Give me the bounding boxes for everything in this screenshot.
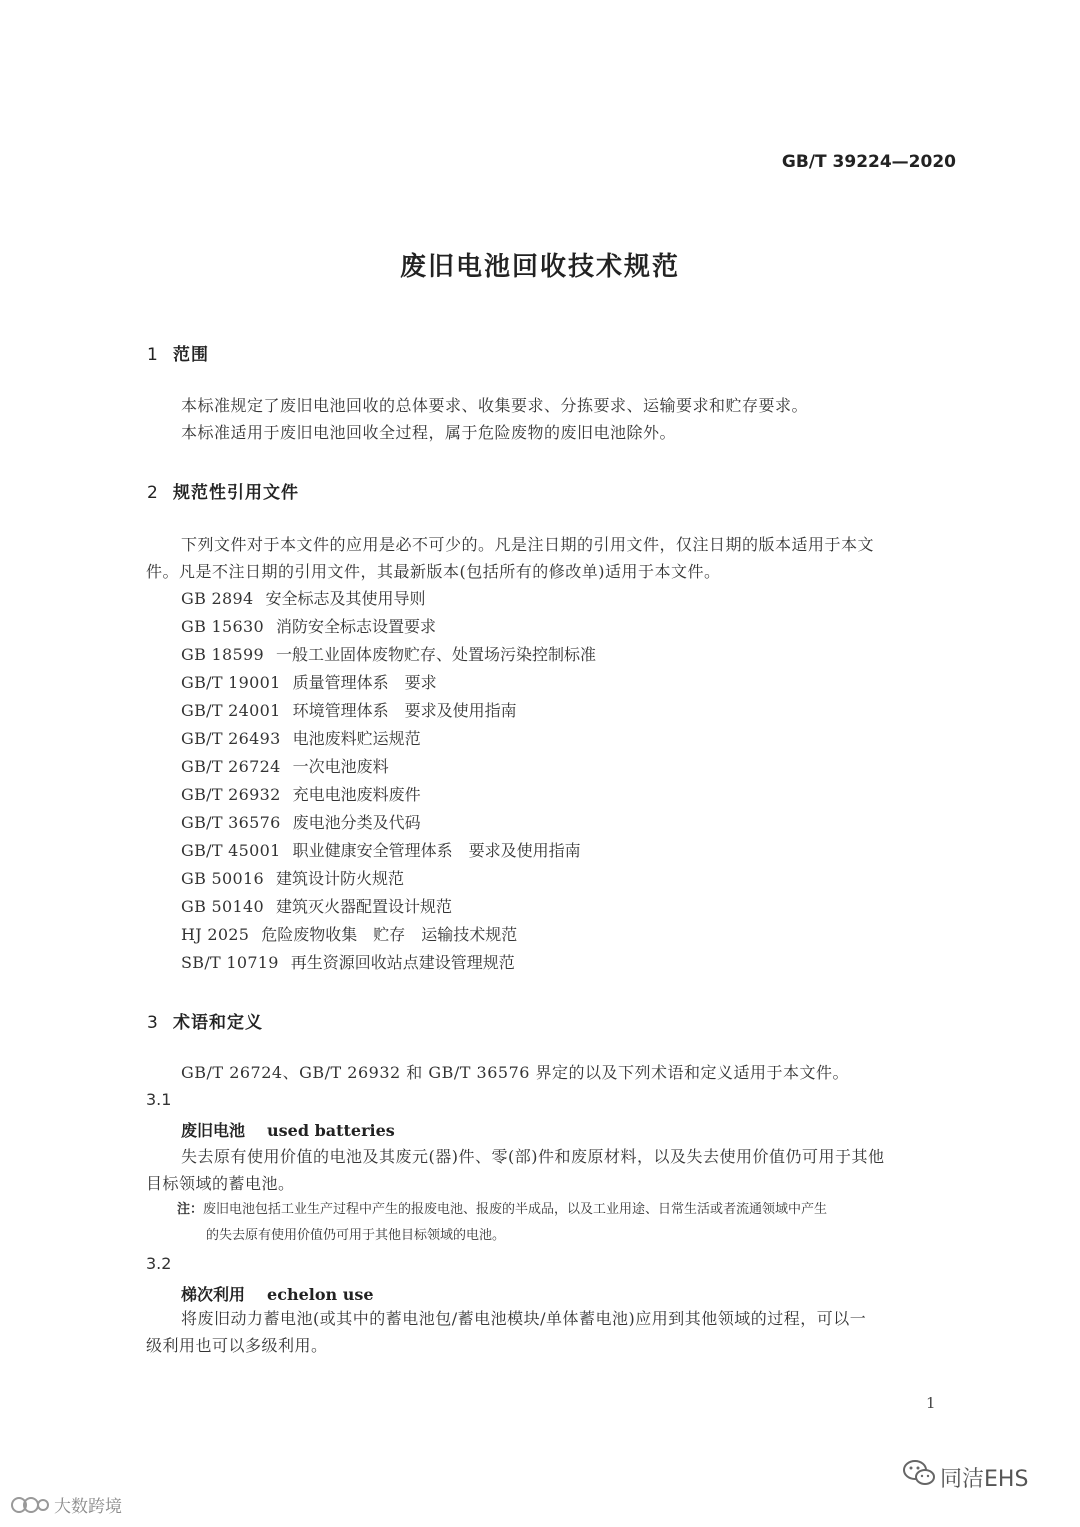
reference-code: GB 50016 — [181, 869, 264, 888]
reference-item — [181, 894, 452, 917]
section-3-title: 术语和定义 — [173, 1013, 263, 1033]
reference-code: GB/T 26932 — [181, 785, 281, 804]
section-1-title: 范围 — [173, 345, 209, 365]
reference-name: 安全标志及其使用导则 — [265, 589, 426, 608]
reference-code: GB/T 45001 — [181, 841, 281, 860]
section-3-heading — [147, 1008, 263, 1033]
section-3-intro: GB/T 26724、GB/T 26932 和 GB/T 36576 界定的以及下列术语和定义适用于本文件。 — [181, 1063, 850, 1082]
section-2-number: 2 — [147, 483, 159, 503]
reference-code: GB/T 26724 — [181, 757, 281, 776]
page-number: 1 — [926, 1394, 936, 1412]
reference-item — [181, 698, 517, 721]
reference-name: 废电池分类及代码 — [292, 813, 421, 832]
reference-item — [181, 614, 436, 637]
term-3-1-zh: 废旧电池 — [181, 1121, 246, 1140]
watermark-left-text: 大数跨境 — [54, 1497, 122, 1517]
note-text-1: 废旧电池包括工业生产过程中产生的报废电池、报废的半成品，以及工业用途、日常生活或者流通领域中产生 — [203, 1202, 828, 1217]
reference-item — [181, 670, 437, 693]
term-3-1-definition-line-2: 目标领域的蓄电池。 — [146, 1174, 295, 1193]
reference-code: GB/T 26493 — [181, 729, 281, 748]
reference-name: 建筑设计防火规范 — [275, 869, 404, 888]
section-3-number: 3 — [147, 1013, 159, 1033]
section-2-title: 规范性引用文件 — [173, 483, 299, 503]
reference-item — [181, 642, 596, 665]
term-3-2 — [181, 1282, 374, 1305]
reference-name: 建筑灭火器配置设计规范 — [275, 897, 452, 916]
section-1-paragraph-1: 本标准规定了废旧电池回收的总体要求、收集要求、分拣要求、运输要求和贮存要求。 — [181, 396, 809, 415]
reference-item — [181, 754, 389, 777]
reference-code: GB 50140 — [181, 897, 264, 916]
section-2-heading — [147, 478, 299, 503]
reference-item — [181, 838, 581, 861]
reference-code: HJ 2025 — [181, 925, 250, 944]
clause-3-2-number: 3.2 — [146, 1254, 172, 1273]
reference-name: 环境管理体系 要求及使用指南 — [292, 701, 517, 720]
document-title: 废旧电池回收技术规范 — [399, 252, 680, 282]
term-3-1 — [181, 1118, 395, 1141]
reference-item — [181, 866, 404, 889]
term-3-2-en: echelon use — [267, 1285, 374, 1304]
note-label: 注： — [177, 1202, 204, 1217]
reference-name: 电池废料贮运规范 — [292, 729, 421, 748]
reference-code: GB/T 24001 — [181, 701, 281, 720]
link-icon — [10, 1494, 50, 1516]
term-3-2-definition-line-2: 级利用也可以多级利用。 — [146, 1336, 328, 1355]
standard-number: GB/T 39224—2020 — [781, 152, 956, 172]
reference-code: GB 2894 — [181, 589, 254, 608]
section-2-intro-line-2: 件。凡是不注日期的引用文件，其最新版本(包括所有的修改单)适用于本文件。 — [146, 562, 721, 581]
term-3-1-note-line-2: 的失去原有使用价值仍可用于其他目标领域的电池。 — [206, 1228, 506, 1243]
reference-name: 危险废物收集 贮存 运输技术规范 — [261, 925, 518, 944]
clause-3-1-number: 3.1 — [146, 1090, 172, 1109]
reference-item — [181, 782, 421, 805]
reference-name: 质量管理体系 要求 — [292, 673, 437, 692]
reference-name: 充电电池废料废件 — [292, 785, 421, 804]
reference-code: GB 18599 — [181, 645, 264, 664]
reference-name: 一般工业固体废物贮存、处置场污染控制标准 — [275, 645, 596, 664]
term-3-1-en: used batteries — [267, 1121, 395, 1140]
term-3-1-definition-line-1: 失去原有使用价值的电池及其废元(器)件、零(部)件和废原材料，以及失去使用价值仍可用于其他 — [181, 1147, 885, 1166]
reference-item — [181, 950, 515, 973]
section-2-intro-line-1: 下列文件对于本文件的应用是必不可少的。凡是注日期的引用文件，仅注日期的版本适用于本文 — [181, 535, 875, 554]
reference-code: GB 15630 — [181, 617, 264, 636]
reference-name: 再生资源回收站点建设管理规范 — [290, 953, 515, 972]
section-1-number: 1 — [147, 345, 159, 365]
watermark-right-text: 同洁EHS — [940, 1467, 1029, 1492]
reference-item — [181, 726, 421, 749]
reference-item — [181, 922, 517, 945]
term-3-2-definition-line-1: 将废旧动力蓄电池(或其中的蓄电池包/蓄电池模块/单体蓄电池)应用到其他领域的过程，可以一 — [181, 1309, 867, 1328]
reference-name: 一次电池废料 — [292, 757, 389, 776]
reference-item — [181, 810, 421, 833]
reference-item — [181, 586, 425, 609]
term-3-2-zh: 梯次利用 — [181, 1285, 246, 1304]
term-3-1-note-line-1 — [177, 1198, 827, 1222]
reference-code: GB/T 36576 — [181, 813, 281, 832]
reference-name: 职业健康安全管理体系 要求及使用指南 — [292, 841, 581, 860]
reference-code: GB/T 19001 — [181, 673, 281, 692]
section-1-paragraph-2: 本标准适用于废旧电池回收全过程，属于危险废物的废旧电池除外。 — [181, 423, 677, 442]
reference-code: SB/T 10719 — [181, 953, 279, 972]
reference-name: 消防安全标志设置要求 — [275, 617, 436, 636]
section-1-heading — [147, 340, 209, 365]
wechat-icon — [902, 1458, 936, 1488]
